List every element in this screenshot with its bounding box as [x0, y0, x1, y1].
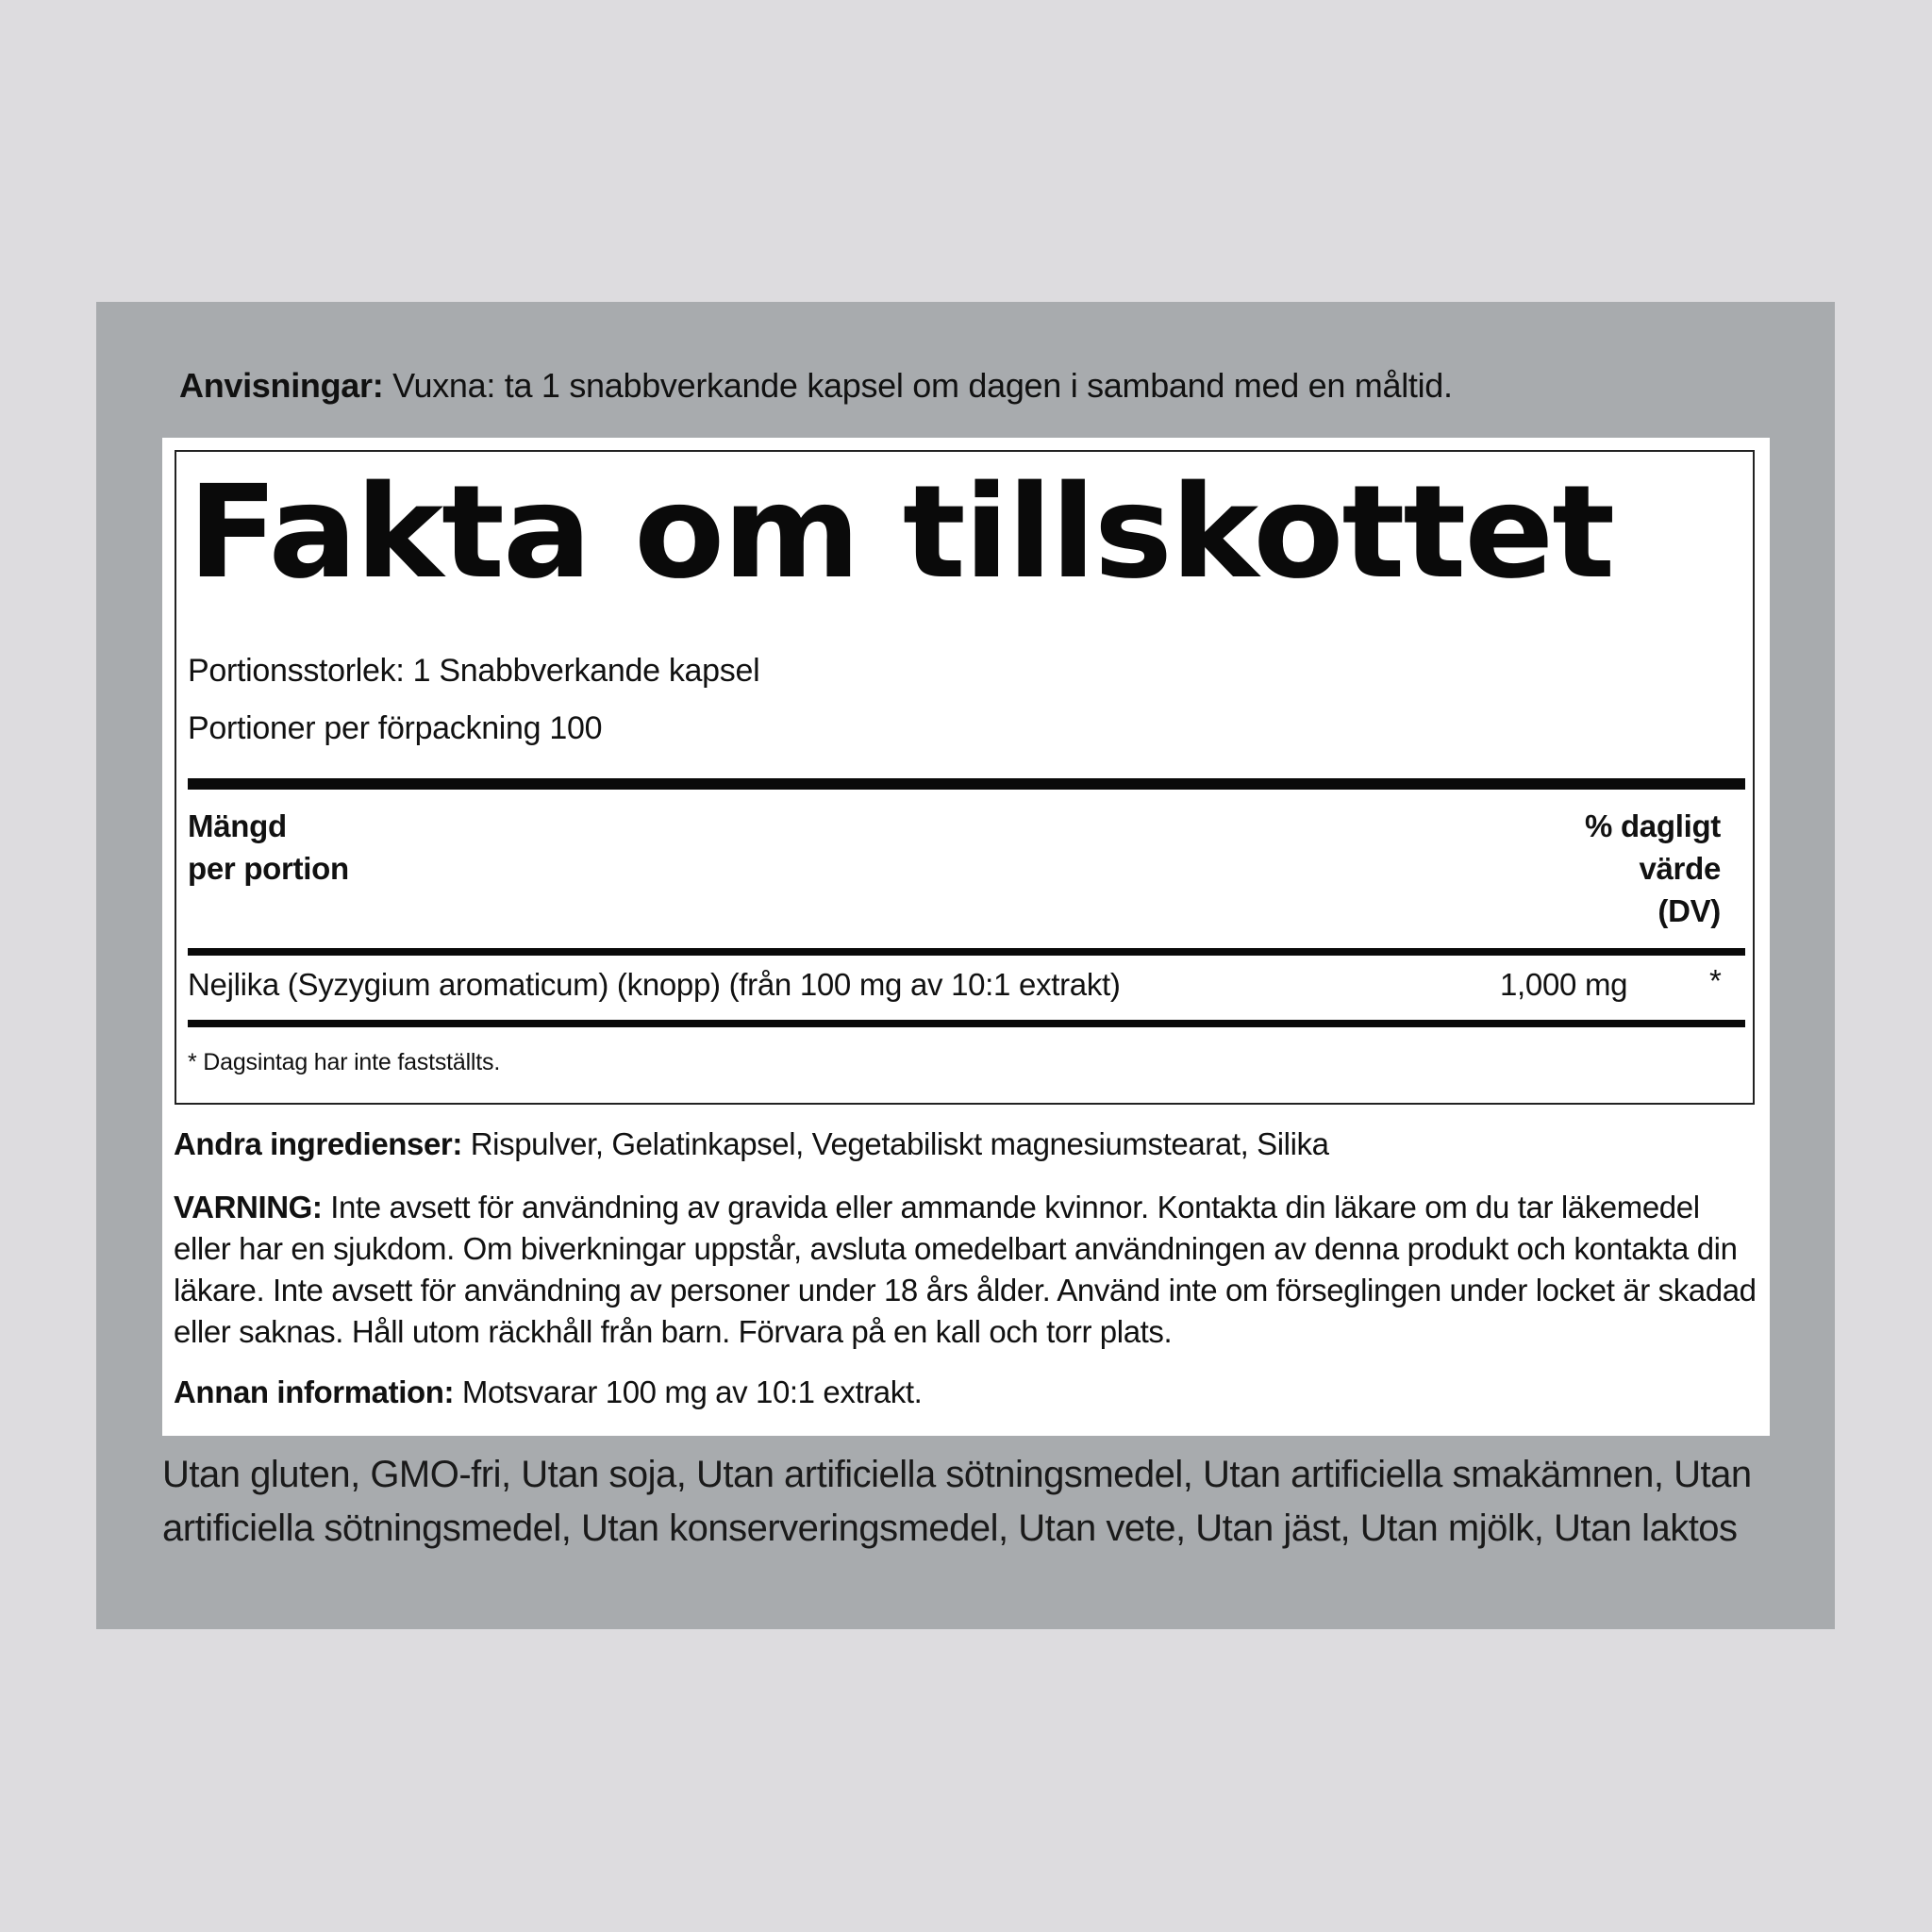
dv-header-line1: % dagligt — [1585, 808, 1721, 843]
warning — [174, 1187, 1758, 1353]
ingredient-amount: 1,000 mg — [1500, 967, 1628, 1002]
other-information-label: Annan information: — [174, 1374, 455, 1409]
directions — [179, 366, 1453, 406]
serving-size: Portionsstorlek: 1 Snabbverkande kapsel — [188, 653, 760, 689]
bottom-divider — [188, 1020, 1745, 1027]
other-information — [174, 1372, 1758, 1413]
thick-divider — [188, 778, 1745, 790]
label-card — [162, 438, 1770, 1436]
directions-label: Anvisningar: — [179, 366, 384, 405]
warning-label: VARNING: — [174, 1190, 323, 1224]
supplement-facts-box — [175, 450, 1755, 1105]
footnote: * Dagsintag har inte fastställts. — [188, 1049, 501, 1075]
medium-divider — [188, 948, 1745, 956]
other-ingredients-label: Andra ingredienser: — [174, 1126, 462, 1161]
other-information-text: Motsvarar 100 mg av 10:1 extrakt. — [454, 1374, 923, 1409]
other-ingredients-text: Rispulver, Gelatinkapsel, Vegetabiliskt magnesiumstearat, Silika — [461, 1126, 1329, 1161]
ingredient-name: Nejlika (Syzygium aromaticum) (knopp) (från 100 mg av 10:1 extrakt) — [188, 967, 1121, 1002]
amount-header-line1: Mängd — [188, 808, 287, 843]
directions-text: Vuxna: ta 1 snabbverkande kapsel om dagen i samband med en måltid. — [383, 366, 1453, 405]
dv-header-line2: värde — [1639, 851, 1721, 886]
other-ingredients — [174, 1124, 1758, 1165]
dv-header — [1585, 805, 1721, 932]
ingredient-dv: * — [1709, 963, 1722, 998]
label-panel — [96, 302, 1835, 1629]
free-from-claims: Utan gluten, GMO-fri, Utan soja, Utan artificiella sötningsmedel, Utan artificiella smakämnen, Utan artificiella sötningsmedel, Utan konserveringsmedel, Utan vete, Utan jäst, Utan mjölk, Utan laktos — [162, 1454, 1752, 1549]
amount-header-line2: per portion — [188, 851, 349, 886]
dv-header-line3: (DV) — [1657, 893, 1721, 928]
amount-header — [188, 805, 349, 890]
warning-text: Inte avsett för användning av gravida eller ammande kvinnor. Kontakta din läkare om du tar läkemedel eller har en sjukdom. Om biverkningar uppstår, avsluta omedelbart användningen av denna produkt och kontakta din läkare. Inte avsett för användning av personer under 18 års ålder. Använd inte om förseglingen under locket är skadad eller saknas. Håll utom räckhåll från barn. Förvara på en kall och torr plats. — [174, 1190, 1757, 1349]
facts-title: Fakta om tillskottet — [188, 458, 1614, 608]
servings-per-container: Portioner per förpackning 100 — [188, 710, 603, 746]
